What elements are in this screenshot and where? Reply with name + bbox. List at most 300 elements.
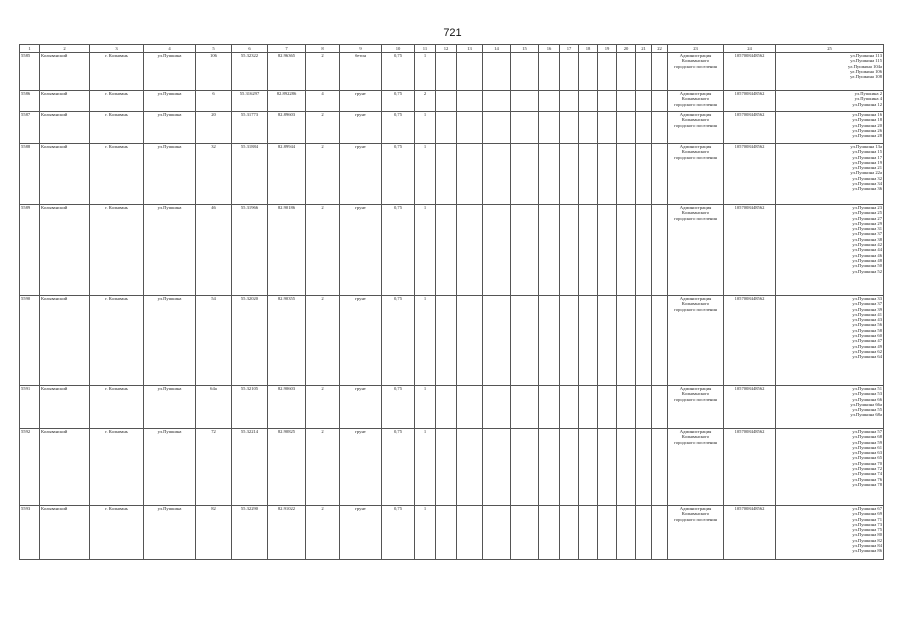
cell-owner xyxy=(668,296,724,386)
cell-settlement: г. Колывань xyxy=(90,205,144,296)
cell-addresses-line: ул.Пушкина 29 xyxy=(852,220,882,226)
column-header: 3 xyxy=(90,45,144,53)
cell-number: 2 xyxy=(306,112,340,144)
cell-owner-line: Колыванского xyxy=(681,434,710,440)
cell-addresses-line: ул.Пушкина 68а xyxy=(850,412,882,418)
cell-addresses-line: ул.Пушкина 86 xyxy=(852,548,882,554)
cell-district: Колыванский xyxy=(40,296,90,386)
cell-empty xyxy=(511,91,539,112)
cell-addresses-line: ул.Пушкина 31 xyxy=(852,226,882,232)
cell-addresses-line: ул.Пушкина 56 xyxy=(852,322,882,328)
table-row xyxy=(20,144,884,205)
cell-empty xyxy=(598,506,617,560)
cell-addresses-line: ул.Пушкина 108 xyxy=(850,74,882,80)
cell-house: 64а xyxy=(196,386,232,429)
cell-empty xyxy=(436,112,457,144)
cell-addresses xyxy=(776,429,884,506)
cell-empty xyxy=(579,112,598,144)
cell-ogrn: 1057008448562 xyxy=(724,91,776,112)
cell-owner xyxy=(668,144,724,205)
cell-empty xyxy=(483,386,511,429)
cell-owner-line: городского поселения xyxy=(674,516,717,522)
cell-addresses-line: ул.Пушкина 75 xyxy=(852,527,882,533)
cell-empty xyxy=(457,53,483,91)
cell-count: 1 xyxy=(415,205,436,296)
table-row xyxy=(20,53,884,91)
cell-count: 1 xyxy=(415,144,436,205)
cell-settlement: г. Колывань xyxy=(90,53,144,91)
cell-owner-line: Администрация xyxy=(679,144,712,149)
cell-empty xyxy=(436,386,457,429)
cell-owner-line: Колыванского xyxy=(681,58,710,64)
cell-empty xyxy=(617,53,636,91)
cell-ogrn: 1057008448562 xyxy=(724,386,776,429)
cell-empty xyxy=(560,91,579,112)
column-header: 17 xyxy=(560,45,579,53)
cell-empty xyxy=(636,506,652,560)
cell-id: 5585 xyxy=(20,53,40,91)
cell-addresses-line: ул.Пушкина 66а xyxy=(850,401,882,407)
cell-latitude: 55.31884 xyxy=(232,144,268,205)
cell-longitude: 82.89603 xyxy=(268,112,306,144)
cell-owner-line: Колыванского xyxy=(681,96,710,102)
cell-settlement: г. Колывань xyxy=(90,91,144,112)
cell-addresses xyxy=(776,386,884,429)
table-row xyxy=(20,91,884,112)
cell-owner-line: Колыванского xyxy=(681,391,710,397)
cell-addresses-line: ул.Пушкина 17 xyxy=(852,154,882,160)
cell-owner-line: городского поселения xyxy=(674,63,717,69)
cell-empty xyxy=(652,429,668,506)
cell-addresses-line: ул.Пушкина 22а xyxy=(850,170,882,176)
cell-latitude: 55.31773 xyxy=(232,112,268,144)
cell-empty xyxy=(483,144,511,205)
cell-count: 1 xyxy=(415,386,436,429)
page-number: 721 xyxy=(443,27,462,39)
cell-owner xyxy=(668,506,724,560)
cell-number: 2 xyxy=(306,386,340,429)
cell-district: Колыванский xyxy=(40,144,90,205)
cell-surface: грунт xyxy=(340,205,382,296)
cell-street: ул.Пушкина xyxy=(144,91,196,112)
cell-empty xyxy=(617,205,636,296)
cell-empty xyxy=(511,506,539,560)
cell-empty xyxy=(617,112,636,144)
cell-empty xyxy=(457,205,483,296)
cell-street: ул.Пушкина xyxy=(144,53,196,91)
cell-owner-line: Администрация xyxy=(679,205,712,210)
cell-district: Колыванский xyxy=(40,506,90,560)
cell-addresses-line: ул.Пушкина 34 xyxy=(852,181,882,187)
cell-empty xyxy=(560,205,579,296)
cell-empty xyxy=(617,144,636,205)
cell-volume: 0,75 xyxy=(382,53,415,91)
cell-id: 5590 xyxy=(20,296,40,386)
cell-number: 2 xyxy=(306,429,340,506)
cell-owner-line: Администрация xyxy=(679,429,712,434)
cell-empty xyxy=(511,296,539,386)
cell-settlement: г. Колывань xyxy=(90,144,144,205)
cell-addresses-line: ул.Пушкина 12 xyxy=(852,101,882,107)
cell-house: 54 xyxy=(196,296,232,386)
cell-addresses xyxy=(776,296,884,386)
cell-addresses-line: ул.Пушкина 44 xyxy=(852,247,882,253)
cell-owner-line: Колыванского xyxy=(681,149,710,155)
cell-id: 5587 xyxy=(20,112,40,144)
cell-addresses-line: ул.Пушкина 73 xyxy=(852,521,882,527)
cell-owner xyxy=(668,429,724,506)
cell-empty xyxy=(617,429,636,506)
cell-owner xyxy=(668,112,724,144)
cell-longitude: 82.89944 xyxy=(268,144,306,205)
column-header: 14 xyxy=(483,45,511,53)
cell-surface: грунт xyxy=(340,429,382,506)
cell-ogrn: 1057008448562 xyxy=(724,205,776,296)
column-header: 9 xyxy=(340,45,382,53)
cell-addresses-line: ул.Пушкина 53 xyxy=(852,391,882,397)
cell-addresses-line: ул.Пушкина 64 xyxy=(852,354,882,360)
cell-addresses-line: ул.Пушкина 113 xyxy=(850,53,882,58)
cell-addresses-line: ул.Пушкина 65 xyxy=(852,455,882,461)
cell-empty xyxy=(511,205,539,296)
cell-addresses-line: ул.Пушкина 41 xyxy=(852,311,882,317)
cell-surface: грунт xyxy=(340,386,382,429)
cell-empty xyxy=(652,296,668,386)
column-header: 5 xyxy=(196,45,232,53)
cell-addresses-line: ул.Пушкина 76 xyxy=(852,476,882,482)
cell-latitude: 55.32322 xyxy=(232,53,268,91)
cell-addresses-line: ул.Пушкина 27 xyxy=(852,215,882,221)
cell-empty xyxy=(598,144,617,205)
cell-empty xyxy=(652,91,668,112)
cell-owner-line: городского поселения xyxy=(674,154,717,160)
cell-ogrn: 1057008448562 xyxy=(724,112,776,144)
cell-owner-line: Колыванского xyxy=(681,210,710,216)
column-header: 7 xyxy=(268,45,306,53)
cell-longitude: 82.90603 xyxy=(268,386,306,429)
cell-empty xyxy=(598,386,617,429)
cell-addresses-line: ул.Пушкина 115 xyxy=(850,58,882,64)
cell-number: 2 xyxy=(306,144,340,205)
column-header: 23 xyxy=(668,45,724,53)
cell-longitude: 82.96365 xyxy=(268,53,306,91)
cell-addresses-line: ул.Пушкина 66 xyxy=(852,396,882,402)
cell-district: Колыванский xyxy=(40,205,90,296)
cell-owner xyxy=(668,386,724,429)
cell-empty xyxy=(579,53,598,91)
cell-addresses-line: ул.Пушкина 48 xyxy=(852,257,882,263)
cell-addresses-line: ул.Пушкина 32 xyxy=(852,175,882,181)
cell-addresses-line: ул.Пушкина 37 xyxy=(852,231,882,237)
column-header: 11 xyxy=(415,45,436,53)
cell-empty xyxy=(511,144,539,205)
cell-number: 4 xyxy=(306,91,340,112)
cell-addresses-line: ул.Пушкина 50 xyxy=(852,263,882,269)
column-header: 4 xyxy=(144,45,196,53)
cell-district: Колыванский xyxy=(40,429,90,506)
cell-addresses xyxy=(776,112,884,144)
cell-longitude: 82.90186 xyxy=(268,205,306,296)
table-row xyxy=(20,386,884,429)
cell-addresses-line: ул.Пушкина 21 xyxy=(852,165,882,171)
cell-addresses-line: ул.Пушкина 51 xyxy=(852,386,882,391)
cell-empty xyxy=(652,506,668,560)
cell-count: 1 xyxy=(415,429,436,506)
cell-empty xyxy=(539,506,560,560)
cell-owner-line: городского поселения xyxy=(674,396,717,402)
cell-addresses-line: ул.Пушкина 52 xyxy=(852,268,882,274)
cell-volume: 0,75 xyxy=(382,429,415,506)
cell-addresses xyxy=(776,506,884,560)
header-row xyxy=(20,45,884,53)
cell-volume: 0,75 xyxy=(382,386,415,429)
cell-addresses-line: ул.Пушкина 33 xyxy=(852,296,882,301)
cell-empty xyxy=(636,205,652,296)
cell-empty xyxy=(560,112,579,144)
cell-addresses-line: ул.Пушкина 28 xyxy=(852,133,882,139)
cell-surface: грунт xyxy=(340,144,382,205)
cell-empty xyxy=(560,386,579,429)
column-header: 1 xyxy=(20,45,40,53)
cell-empty xyxy=(652,112,668,144)
table-row xyxy=(20,429,884,506)
cell-empty xyxy=(636,53,652,91)
cell-addresses-line: ул.Пушкина 71 xyxy=(852,516,882,522)
cell-empty xyxy=(457,112,483,144)
cell-count: 1 xyxy=(415,506,436,560)
cell-addresses-line: ул.Пушкина 4 xyxy=(854,96,882,102)
cell-empty xyxy=(652,386,668,429)
cell-addresses-line: ул.Пушкина 55 xyxy=(852,407,882,413)
cell-empty xyxy=(579,144,598,205)
cell-count: 1 xyxy=(415,112,436,144)
cell-empty xyxy=(652,205,668,296)
cell-house: 72 xyxy=(196,429,232,506)
cell-street: ул.Пушкина xyxy=(144,506,196,560)
cell-addresses-line: ул.Пушкина 16 xyxy=(852,112,882,117)
cell-empty xyxy=(560,144,579,205)
column-header: 16 xyxy=(539,45,560,53)
cell-house: 6 xyxy=(196,91,232,112)
cell-owner-line: Колыванского xyxy=(681,301,710,307)
cell-district: Колыванский xyxy=(40,112,90,144)
cell-street: ул.Пушкина xyxy=(144,205,196,296)
cell-empty xyxy=(539,91,560,112)
cell-id: 5589 xyxy=(20,205,40,296)
cell-addresses-line: ул.Пушкина 19 xyxy=(852,159,882,165)
cell-empty xyxy=(511,112,539,144)
column-header: 22 xyxy=(652,45,668,53)
cell-empty xyxy=(652,144,668,205)
cell-empty xyxy=(483,296,511,386)
cell-addresses-line: ул.Пушкина 38 xyxy=(852,236,882,242)
cell-street: ул.Пушкина xyxy=(144,144,196,205)
cell-district: Колыванский xyxy=(40,53,90,91)
cell-empty xyxy=(617,386,636,429)
cell-longitude: 82.90355 xyxy=(268,296,306,386)
cell-owner-line: городского поселения xyxy=(674,101,717,107)
cell-addresses-line: ул.Пушкина 106 xyxy=(850,68,882,74)
cell-empty xyxy=(483,91,511,112)
cell-empty xyxy=(436,296,457,386)
cell-addresses-line: ул.Пушкина 46 xyxy=(852,252,882,258)
cell-addresses-line: ул.Пушкина 80 xyxy=(852,532,882,538)
cell-empty xyxy=(598,112,617,144)
table-row xyxy=(20,296,884,386)
cell-empty xyxy=(539,112,560,144)
cell-empty xyxy=(579,429,598,506)
cell-addresses-line: ул.Пушкина 69 xyxy=(852,511,882,517)
cell-street: ул.Пушкина xyxy=(144,429,196,506)
cell-addresses-line: ул.Пушкина 78 xyxy=(852,481,882,487)
cell-id: 5586 xyxy=(20,91,40,112)
cell-street: ул.Пушкина xyxy=(144,296,196,386)
column-header: 15 xyxy=(511,45,539,53)
column-header: 20 xyxy=(617,45,636,53)
cell-empty xyxy=(636,144,652,205)
cell-empty xyxy=(436,429,457,506)
cell-surface: грунт xyxy=(340,91,382,112)
cell-latitude: 55.32020 xyxy=(232,296,268,386)
cell-owner-line: городского поселения xyxy=(674,439,717,445)
cell-volume: 0,75 xyxy=(382,144,415,205)
cell-empty xyxy=(636,429,652,506)
cell-number: 2 xyxy=(306,506,340,560)
cell-house: 106 xyxy=(196,53,232,91)
column-header: 8 xyxy=(306,45,340,53)
cell-addresses-line: ул.Пушкина 47 xyxy=(852,338,882,344)
column-header: 24 xyxy=(724,45,776,53)
cell-settlement: г. Колывань xyxy=(90,112,144,144)
cell-empty xyxy=(539,429,560,506)
cell-id: 5593 xyxy=(20,506,40,560)
cell-empty xyxy=(617,91,636,112)
cell-empty xyxy=(436,91,457,112)
cell-addresses-line: ул.Пушкина 58 xyxy=(852,327,882,333)
cell-addresses-line: ул.Пушкина 43 xyxy=(852,317,882,323)
cell-empty xyxy=(483,429,511,506)
cell-longitude: 82.91022 xyxy=(268,506,306,560)
cell-empty xyxy=(457,386,483,429)
cell-latitude: 55.32290 xyxy=(232,506,268,560)
cell-empty xyxy=(560,506,579,560)
cell-ogrn: 1057008448562 xyxy=(724,53,776,91)
cell-owner-line: Администрация xyxy=(679,296,712,301)
cell-volume: 0,75 xyxy=(382,91,415,112)
cell-empty xyxy=(436,53,457,91)
cell-addresses-line: ул.Пушкина 62 xyxy=(852,348,882,354)
cell-empty xyxy=(511,386,539,429)
cell-empty xyxy=(436,205,457,296)
cell-owner-line: городского поселения xyxy=(674,122,717,128)
cell-ogrn: 1057008448562 xyxy=(724,506,776,560)
cell-empty xyxy=(457,429,483,506)
cell-empty xyxy=(579,205,598,296)
cell-settlement: г. Колывань xyxy=(90,506,144,560)
cell-addresses-line: ул.Пушкина 23 xyxy=(852,205,882,210)
cell-ogrn: 1057008448562 xyxy=(724,429,776,506)
cell-empty xyxy=(598,296,617,386)
cell-addresses-line: ул.Пушкина 74 xyxy=(852,471,882,477)
cell-addresses-line: ул.Пушкина 13а xyxy=(850,144,882,149)
cell-owner-line: Администрация xyxy=(679,112,712,117)
cell-ogrn: 1057008448562 xyxy=(724,296,776,386)
cell-latitude: 55.32214 xyxy=(232,429,268,506)
cell-empty xyxy=(598,91,617,112)
column-header: 18 xyxy=(579,45,598,53)
cell-empty xyxy=(457,506,483,560)
cell-owner xyxy=(668,91,724,112)
cell-addresses-line: ул.Пушкина 26 xyxy=(852,127,882,133)
cell-house: 46 xyxy=(196,205,232,296)
column-header: 13 xyxy=(457,45,483,53)
cell-empty xyxy=(560,53,579,91)
cell-addresses-line: ул.Пушкина 59 xyxy=(852,439,882,445)
cell-empty xyxy=(457,296,483,386)
cell-empty xyxy=(598,205,617,296)
cell-volume: 0,75 xyxy=(382,296,415,386)
cell-longitude: 82.892286 xyxy=(268,91,306,112)
cell-street: ул.Пушкина xyxy=(144,112,196,144)
cell-id: 5592 xyxy=(20,429,40,506)
cell-owner-line: Администрация xyxy=(679,506,712,511)
cell-empty xyxy=(636,91,652,112)
cell-empty xyxy=(579,386,598,429)
cell-house: 32 xyxy=(196,144,232,205)
column-header: 21 xyxy=(636,45,652,53)
table-row xyxy=(20,205,884,296)
cell-house: 20 xyxy=(196,112,232,144)
cell-empty xyxy=(560,296,579,386)
registry-table xyxy=(19,44,884,560)
cell-empty xyxy=(436,144,457,205)
cell-volume: 0,75 xyxy=(382,205,415,296)
cell-empty xyxy=(483,53,511,91)
cell-number: 2 xyxy=(306,205,340,296)
cell-empty xyxy=(483,506,511,560)
cell-addresses-line: ул.Пушкина 68 xyxy=(852,434,882,440)
cell-house: 82 xyxy=(196,506,232,560)
cell-owner xyxy=(668,53,724,91)
cell-ogrn: 1057008448562 xyxy=(724,144,776,205)
cell-district: Колыванский xyxy=(40,91,90,112)
cell-owner-line: Администрация xyxy=(679,386,712,391)
cell-id: 5588 xyxy=(20,144,40,205)
cell-addresses-line: ул.Пушкина 25 xyxy=(852,210,882,216)
cell-volume: 0,75 xyxy=(382,112,415,144)
cell-addresses-line: ул.Пушкина 104а xyxy=(848,63,882,69)
cell-empty xyxy=(652,53,668,91)
cell-longitude: 82.90825 xyxy=(268,429,306,506)
cell-volume: 0,75 xyxy=(382,506,415,560)
cell-empty xyxy=(511,429,539,506)
cell-addresses-line: ул.Пушкина 18 xyxy=(852,117,882,123)
column-header: 2 xyxy=(40,45,90,53)
cell-surface: грунт xyxy=(340,112,382,144)
cell-owner-line: Колыванского xyxy=(681,117,710,123)
cell-number: 2 xyxy=(306,296,340,386)
cell-addresses-line: ул.Пушкина 36 xyxy=(852,186,882,192)
cell-empty xyxy=(579,296,598,386)
cell-street: ул.Пушкина xyxy=(144,386,196,429)
cell-empty xyxy=(560,429,579,506)
cell-addresses-line: ул.Пушкина 63 xyxy=(852,450,882,456)
cell-owner-line: Администрация xyxy=(679,91,712,96)
column-header: 6 xyxy=(232,45,268,53)
cell-addresses-line: ул.Пушкина 42 xyxy=(852,242,882,248)
cell-empty xyxy=(636,296,652,386)
cell-empty xyxy=(579,91,598,112)
